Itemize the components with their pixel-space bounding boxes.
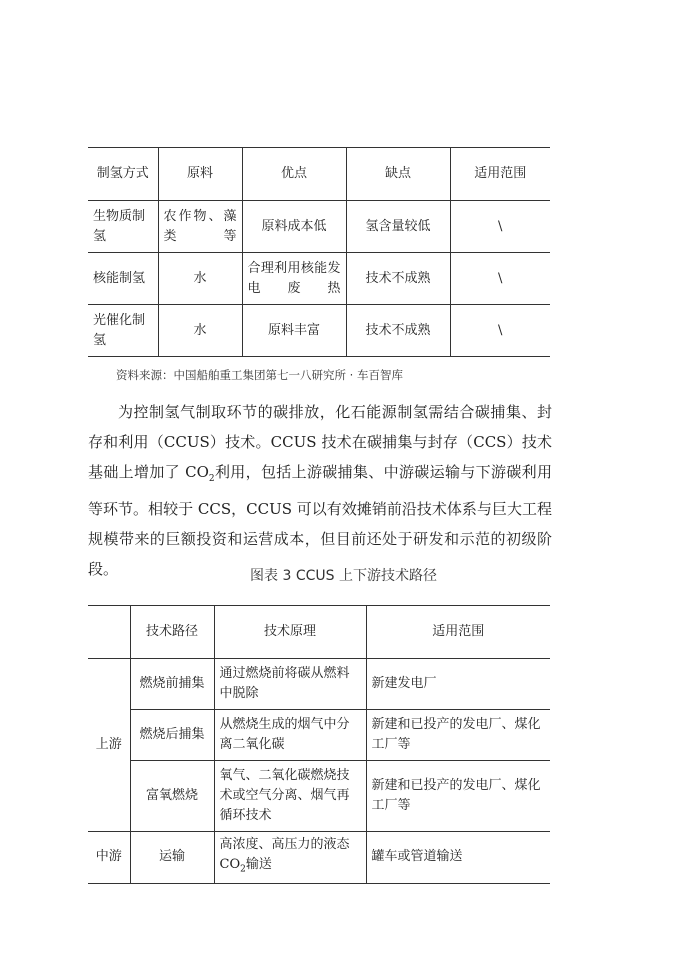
table-row — [88, 761, 550, 832]
header-scope: 适用范围 — [366, 606, 550, 659]
cell-path: 燃烧前捕集 — [130, 659, 214, 710]
table-row — [88, 201, 550, 253]
cell-path: 运输 — [130, 832, 214, 884]
cell-principle: 通过燃烧前将碳从燃料中脱除 — [214, 659, 366, 710]
cell-pros: 原料成本低 — [242, 201, 346, 253]
table-row — [88, 832, 550, 884]
co2-subscript: 2 — [240, 864, 246, 875]
header-stage — [88, 606, 130, 659]
paragraph-text — [88, 397, 552, 584]
cell-material: 水 — [158, 305, 242, 357]
principle-text-end: 输送 — [245, 857, 272, 872]
cell-principle — [214, 832, 366, 884]
cell-cons: 技术不成熟 — [346, 253, 450, 305]
stage-upstream: 上游 — [88, 659, 130, 832]
cell-pros: 合理利用核能发电废热 — [242, 253, 346, 305]
co2-subscript: 2 — [208, 474, 215, 484]
hydrogen-production-table — [88, 147, 550, 357]
cell-scope: 新建和已投产的发电厂、煤化工厂等 — [366, 761, 550, 832]
cell-principle: 氧气、二氧化碳燃烧技术或空气分离、烟气再循环技术 — [214, 761, 366, 832]
header-pros: 优点 — [242, 148, 346, 201]
cell-method: 生物质制氢 — [88, 201, 158, 253]
header-cons: 缺点 — [346, 148, 450, 201]
table-source-note: 资料来源：中国船舶重工集团第七一八研究所 · 车百智库 — [116, 368, 403, 382]
stage-midstream: 中游 — [88, 832, 130, 884]
cell-pros: 原料丰富 — [242, 305, 346, 357]
ccus-path-table — [88, 605, 550, 884]
cell-scope: 新建和已投产的发电厂、煤化工厂等 — [366, 710, 550, 761]
table-row — [88, 305, 550, 357]
figure-caption: 图表 3 CCUS 上下游技术路径 — [250, 568, 437, 584]
body-paragraph — [88, 397, 552, 584]
header-material: 原料 — [158, 148, 242, 201]
table-row — [88, 710, 550, 761]
cell-path: 富氧燃烧 — [130, 761, 214, 832]
cell-path: 燃烧后捕集 — [130, 710, 214, 761]
cell-scope: \ — [450, 305, 550, 357]
cell-scope: 罐车或管道输送 — [366, 832, 550, 884]
paragraph-text-part2: 利用，包括上游碳捕集、中游碳运输与下游碳利用等环节。相较于 CCS，CCUS 可以有效摊销前沿技术体系与巨大工程规模带来的巨额投资和运营成本，但目前还处于研发和示范的初级阶段。 — [88, 463, 552, 578]
header-scope: 适用范围 — [450, 148, 550, 201]
paragraph-text-part1: 为控制氢气制取环节的碳排放，化石能源制氢需结合碳捕集、封存和利用（CCUS）技术。CCUS 技术在碳捕集与封存（CCS）技术基础上增加了 CO — [88, 403, 552, 481]
table-row — [88, 659, 550, 710]
table-header-row — [88, 148, 550, 201]
cell-method: 光催化制氢 — [88, 305, 158, 357]
cell-material: 农作物、藻类等 — [158, 201, 242, 253]
principle-text: 高浓度、高压力的液态 CO — [219, 837, 350, 872]
cell-cons: 氢含量较低 — [346, 201, 450, 253]
cell-cons: 技术不成熟 — [346, 305, 450, 357]
cell-scope: 新建发电厂 — [366, 659, 550, 710]
header-method: 制氢方式 — [88, 148, 158, 201]
cell-method: 核能制氢 — [88, 253, 158, 305]
cell-principle: 从燃烧生成的烟气中分离二氧化碳 — [214, 710, 366, 761]
header-path: 技术路径 — [130, 606, 214, 659]
table-header-row — [88, 606, 550, 659]
cell-scope: \ — [450, 253, 550, 305]
table-row — [88, 253, 550, 305]
header-principle: 技术原理 — [214, 606, 366, 659]
cell-scope: \ — [450, 201, 550, 253]
cell-material: 水 — [158, 253, 242, 305]
